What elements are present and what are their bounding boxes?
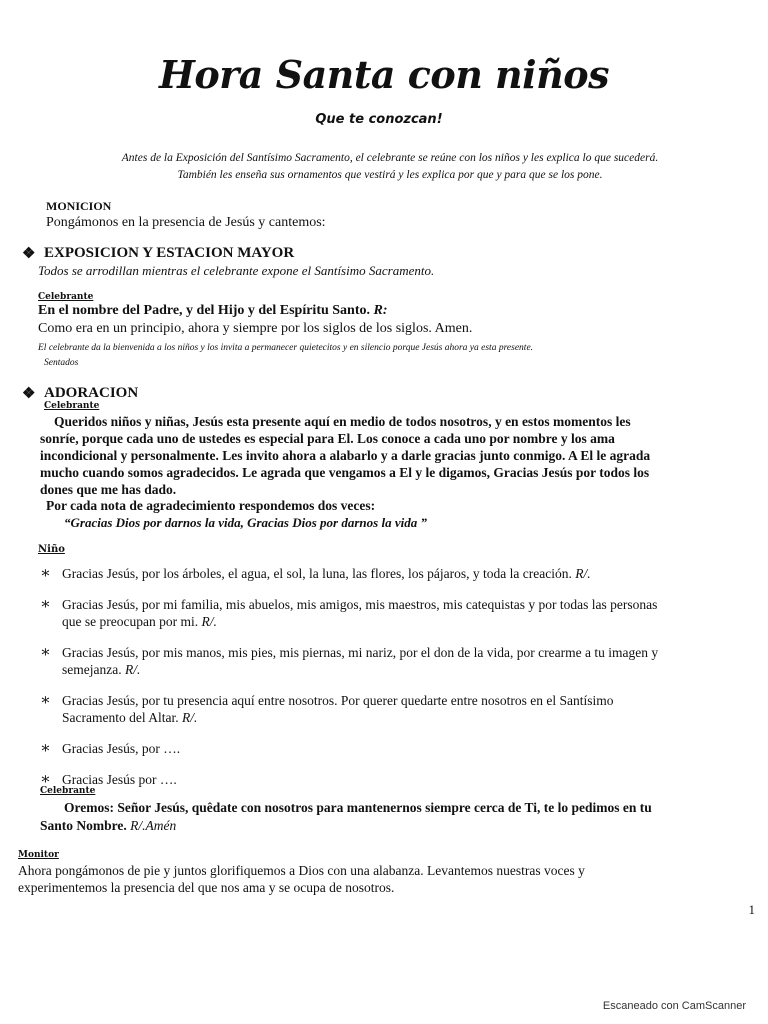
paragraph-line: sonríe, porque cada uno de ustedes es especial para El. Los conoce a cada uno por nombre y los ama [40, 431, 615, 446]
asterisk-bullet-icon: ∗ [40, 565, 51, 582]
asterisk-bullet-icon: ∗ [40, 692, 51, 709]
intro-rubric [60, 150, 720, 184]
list-item [40, 565, 760, 582]
list-item-text: Gracias Jesús, por tu presencia aquí entre nosotros. Por querer quedarte entre nosotros en el Santísimo [62, 693, 614, 708]
response-marker: R/. [181, 710, 198, 725]
paragraph-line: mucho cuando somos agradecidos. Le agrada que vengamos a El y le digamos, Gracias Jesús por todos los [40, 465, 650, 480]
monitor-text [18, 862, 758, 896]
scanner-watermark: Escaneado con CamScanner [602, 1000, 746, 1012]
asterisk-bullet-icon: ∗ [40, 740, 51, 757]
oracion-text [40, 799, 760, 835]
monicion-heading: MONICION [46, 199, 112, 213]
response-marker: R/.Amén [130, 818, 177, 833]
intro-line-2: También les enseña sus ornamentos que vestirá y les explica por que y para que se los pone. [177, 169, 603, 181]
response-marker: R: [373, 303, 388, 318]
exposicion-heading-row [22, 244, 294, 263]
oracion-line-1: Oremos: Señor Jesús, quêdate con nosotros para mantenernos siempre cerca de Ti, te lo pedimos en tu [64, 800, 652, 815]
list-item-text: Gracias Jesús, por los árboles, el agua, el sol, la luna, las flores, los pájaros, y toda la creación. [62, 566, 572, 581]
paragraph-line: Queridos niños y niñas, Jesús esta presente aquí en medio de todos nosotros, y en estos momentos les [54, 414, 631, 429]
list-item [40, 692, 760, 726]
list-item-text: Gracias Jesús por …. [62, 772, 177, 787]
asterisk-bullet-icon: ∗ [40, 771, 51, 788]
page-number: 1 [748, 902, 755, 917]
diamond-bullet-icon: ❖ [22, 386, 36, 402]
response-marker: R/. [575, 566, 591, 581]
exposicion-line-2: Como era en un principio, ahora y siempre por los siglos de los siglos. Amen. [38, 321, 473, 336]
response-marker: R/. [124, 662, 141, 677]
speaker-label: Celebrante [38, 292, 94, 302]
gratitude-list [40, 565, 760, 788]
intro-line-1: Antes de la Exposición del Santísimo Sacramento, el celebrante se reúne con los niños y les explica lo que sucederá. [121, 152, 659, 164]
list-item [40, 740, 760, 757]
adoracion-heading: ADORACION [44, 385, 139, 401]
paragraph-line: incondicional y personalmente. Les invito ahora a alabarlo y a darle gracias junto conmigo. A El le agrada [40, 448, 651, 463]
exposicion-line-1-text: En el nombre del Padre, y del Hijo y del Espíritu Santo. [38, 303, 371, 318]
adoracion-response: “Gracias Dios por darnos la vida, Gracias Dios por darnos la vida ” [64, 515, 427, 530]
monitor-line-1: Ahora pongámonos de pie y juntos glorifiquemos a Dios con una alabanza. Levantemos nuestras voces y [18, 863, 585, 878]
monicion-section [46, 199, 326, 231]
asterisk-bullet-icon: ∗ [40, 596, 51, 613]
list-item-text: que se preocupan por mi. [62, 614, 199, 629]
list-item-text: Sacramento del Altar. [62, 710, 179, 725]
speaker-label: Niño [38, 544, 65, 555]
adoracion-paragraph [40, 413, 760, 498]
exposicion-note-2: Sentados [44, 358, 79, 368]
document-title: Hora Santa con niños [159, 52, 609, 97]
document-subtitle: Que te conozcan! [315, 112, 443, 127]
list-item-text: Gracias Jesús, por mis manos, mis pies, mis piernas, mi nariz, por el don de la vida, por crearme a tu imagen y [62, 645, 659, 660]
exposicion-line-1 [38, 303, 388, 319]
speaker-label: Monitor [18, 850, 59, 860]
asterisk-bullet-icon: ∗ [40, 644, 51, 661]
paragraph-line: dones que me has dado. [40, 482, 177, 497]
oracion-line-2: Santo Nombre. [40, 818, 127, 833]
speaker-label: Celebrante [40, 786, 96, 796]
response-marker: R/. [201, 614, 217, 629]
list-item-text: Gracias Jesús, por …. [62, 741, 181, 756]
exposicion-heading: EXPOSICION Y ESTACION MAYOR [44, 245, 295, 261]
monicion-text: Pongámonos en la presencia de Jesús y cantemos: [46, 215, 326, 230]
exposicion-rubric: Todos se arrodillan mientras el celebrante expone el Santísimo Sacramento. [38, 263, 435, 278]
list-item-text: semejanza. [62, 662, 122, 677]
speaker-label: Celebrante [44, 401, 100, 411]
exposicion-note: El celebrante da la bienvenida a los niños y los invita a permanecer quietecitos y en silencio porque Jesús ahora ya esta presente. [38, 343, 534, 353]
list-item [40, 771, 760, 788]
monitor-line-2: experimentemos la presencia del que nos ama y se ocupa de nosotros. [18, 880, 395, 895]
diamond-bullet-icon: ❖ [22, 246, 36, 262]
list-item-text: Gracias Jesús, por mi familia, mis abuelos, mis amigos, mis maestros, mis catequistas y por todas las personas [62, 597, 658, 612]
adoracion-instruction: Por cada nota de agradecimiento respondemos dos veces: [46, 498, 376, 513]
list-item [40, 596, 760, 630]
list-item [40, 644, 760, 678]
